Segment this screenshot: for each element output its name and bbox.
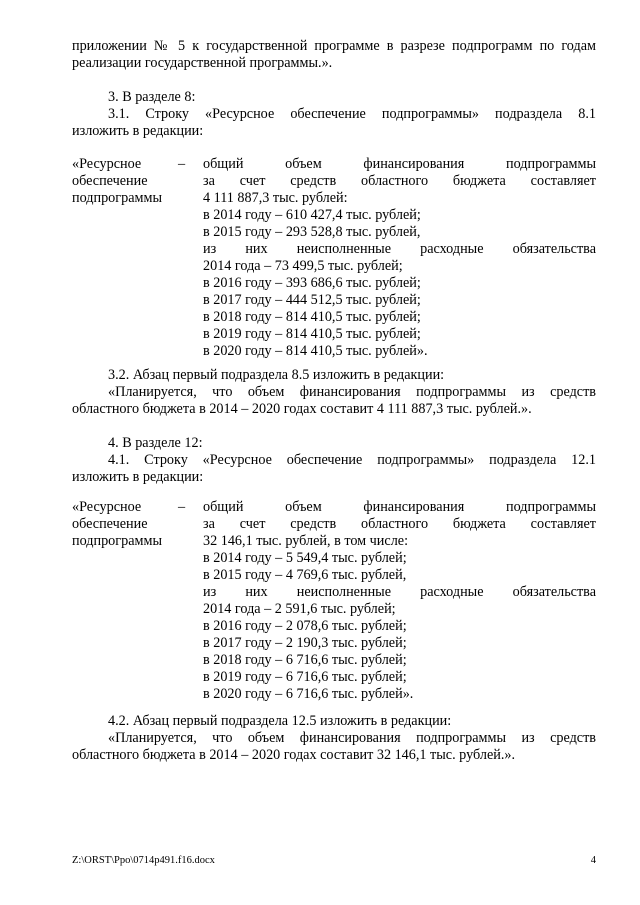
label-line: «Ресурсное [72,156,142,172]
value-line: из них неисполненные расходные обязательства [203,584,596,600]
value-line: в 2015 году – 293 528,8 тыс. рублей, [203,224,421,240]
page-number: 4 [590,855,596,866]
value-line: в 2019 году – 6 716,6 тыс. рублей; [203,669,407,685]
value-line: в 2020 году – 814 410,5 тыс. рублей». [203,343,428,359]
section3-item2-line1: «Планируется, что объем финансирования подпрограммы из средств [108,384,596,400]
section4-item2-heading: 4.2. Абзац первый подраздела 12.5 изложить в редакции: [108,713,452,729]
section4-table-values [203,499,596,703]
value-line: в 2014 году – 610 427,4 тыс. рублей; [203,207,421,223]
section4-heading: 4. В разделе 12: [108,435,203,451]
value-line: в 2014 году – 5 549,4 тыс. рублей; [203,550,407,566]
section4-table-dash: – [178,499,186,515]
section3-item1-line2: изложить в редакции: [72,123,204,139]
value-line: в 2020 году – 6 716,6 тыс. рублей». [203,686,414,702]
value-line: за счет средств областного бюджета составляет [203,173,596,189]
value-line: в 2019 году – 814 410,5 тыс. рублей; [203,326,421,342]
value-line: в 2017 году – 444 512,5 тыс. рублей; [203,292,421,308]
section4-item1-line2: изложить в редакции: [72,469,204,485]
section3-item2-line2: областного бюджета в 2014 – 2020 годах составит 4 111 887,3 тыс. рублей.». [72,401,532,417]
value-line: в 2016 году – 2 078,6 тыс. рублей; [203,618,407,634]
value-line: в 2017 году – 2 190,3 тыс. рублей; [203,635,407,651]
footer-file-path: Z:\ORST\Ppo\0714p491.f16.docx [72,855,215,866]
intro-line-2: реализации государственной программы.». [72,55,333,71]
label-line: «Ресурсное [72,499,142,515]
value-line: 2014 года – 73 499,5 тыс. рублей; [203,258,403,274]
value-line: в 2016 году – 393 686,6 тыс. рублей; [203,275,421,291]
section3-item1-line1: 3.1. Строку «Ресурсное обеспечение подпрограммы» подраздела 8.1 [108,106,596,122]
value-line: 4 111 887,3 тыс. рублей: [203,190,348,206]
section3-heading: 3. В разделе 8: [108,89,196,105]
section4-item1-line1: 4.1. Строку «Ресурсное обеспечение подпрограммы» подраздела 12.1 [108,452,596,468]
section3-table-dash: – [178,156,186,172]
section4-table-label [72,499,192,550]
label-line: обеспечение [72,516,148,532]
value-line: за счет средств областного бюджета составляет [203,516,596,532]
value-line: общий объем финансирования подпрограммы [203,499,596,515]
value-line: 2014 года – 2 591,6 тыс. рублей; [203,601,396,617]
section4-item2-line1: «Планируется, что объем финансирования подпрограммы из средств [108,730,596,746]
value-line: в 2018 году – 6 716,6 тыс. рублей; [203,652,407,668]
value-line: 32 146,1 тыс. рублей, в том числе: [203,533,409,549]
section3-table-label [72,156,192,207]
value-line: в 2015 году – 4 769,6 тыс. рублей, [203,567,407,583]
intro-line-1: приложении № 5 к государственной программе в разрезе подпрограмм по годам [72,38,596,54]
label-line: обеспечение [72,173,148,189]
value-line: из них неисполненные расходные обязательства [203,241,596,257]
section3-table-values [203,156,596,360]
label-line: подпрограммы [72,190,162,206]
section3-item2-heading: 3.2. Абзац первый подраздела 8.5 изложить в редакции: [108,367,445,383]
value-line: общий объем финансирования подпрограммы [203,156,596,172]
label-line: подпрограммы [72,533,162,549]
value-line: в 2018 году – 814 410,5 тыс. рублей; [203,309,421,325]
section4-item2-line2: областного бюджета в 2014 – 2020 годах составит 32 146,1 тыс. рублей.». [72,747,516,763]
